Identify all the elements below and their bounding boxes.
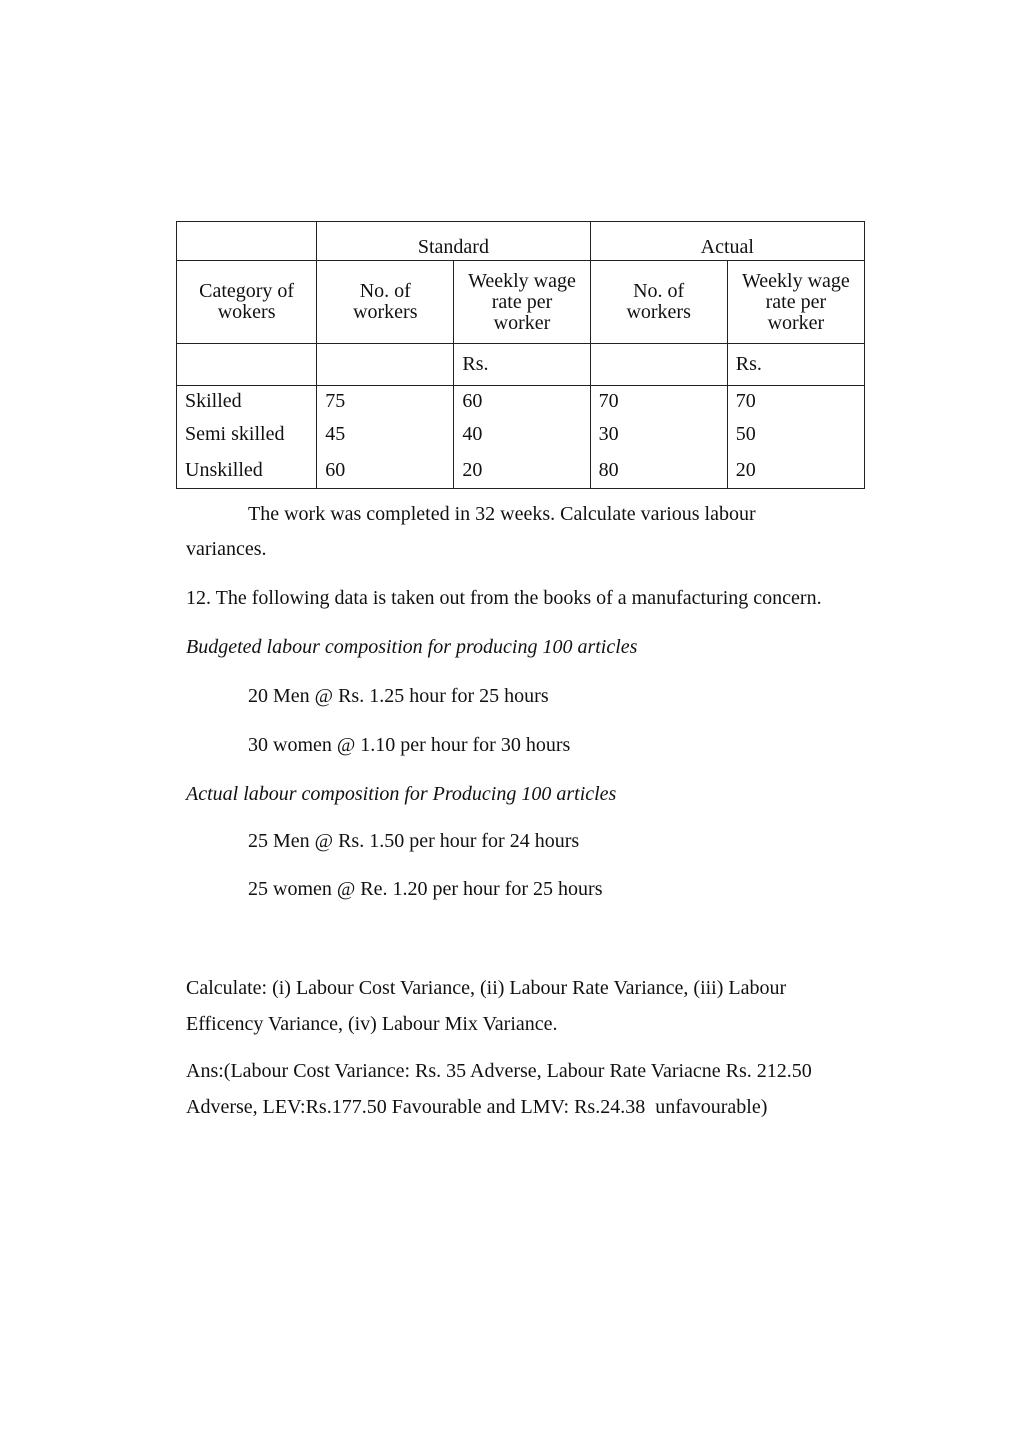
table-row [177, 452, 865, 489]
empty-header-cell [177, 222, 317, 261]
labour-data-table [176, 221, 865, 489]
act-workers-header-line: No. of [633, 280, 685, 302]
act-rate-header [727, 261, 864, 344]
answer-line-cont: Adverse, LEV:Rs.177.50 Favourable and LMV: Rs.24.38 unfavourable) [186, 1096, 768, 1118]
category-cell: Skilled [177, 386, 317, 417]
unit-cell: Rs. [727, 344, 864, 386]
actual-header: Actual [590, 222, 864, 261]
std-rate-header [454, 261, 590, 344]
standard-header: Standard [317, 222, 590, 261]
std-workers-header-line: workers [353, 301, 418, 323]
act-rate-header-line: Weekly wage [741, 269, 850, 292]
act-rate-header-line: rate per [765, 290, 827, 313]
unit-cell: Rs. [454, 344, 590, 386]
calculate-line: Calculate: (i) Labour Cost Variance, (ii) Labour Rate Variance, (iii) Labour [186, 977, 787, 999]
actual-women: 25 women @ Re. 1.20 per hour for 25 hours [248, 878, 603, 900]
act-rate-cell: 20 [727, 452, 864, 489]
act-workers-header-line: workers [626, 301, 691, 323]
std-rate-header-line: rate per [491, 290, 553, 313]
weeks-statement-cont: variances. [186, 538, 267, 560]
actual-heading: Actual labour composition for Producing 100 articles [186, 783, 617, 805]
std-workers-cell: 45 [317, 416, 454, 452]
question-12: 12. The following data is taken out from the books of a manufacturing concern. [186, 587, 822, 609]
column-header-row [177, 261, 865, 344]
std-workers-cell: 75 [317, 386, 454, 417]
std-rate-cell: 20 [454, 452, 590, 489]
unit-cell [317, 344, 454, 386]
table-row [177, 416, 865, 452]
unit-cell [590, 344, 727, 386]
act-rate-header-line: worker [767, 311, 825, 334]
std-workers-cell: 60 [317, 452, 454, 489]
std-workers-header [317, 261, 454, 344]
std-rate-cell: 40 [454, 416, 590, 452]
answer-line: Ans:(Labour Cost Variance: Rs. 35 Adverse, Labour Rate Variacne Rs. 212.50 [186, 1060, 812, 1082]
table-row [177, 386, 865, 417]
act-workers-header [590, 261, 727, 344]
budgeted-heading: Budgeted labour composition for producing 100 articles [186, 636, 638, 658]
act-workers-cell: 70 [590, 386, 727, 417]
category-header [177, 261, 317, 344]
weeks-statement: The work was completed in 32 weeks. Calculate various labour [248, 503, 756, 525]
std-rate-cell: 60 [454, 386, 590, 417]
unit-row [177, 344, 865, 386]
calculate-line-cont: Efficency Variance, (iv) Labour Mix Variance. [186, 1013, 558, 1035]
act-workers-cell: 30 [590, 416, 727, 452]
std-rate-header-line: Weekly wage [468, 269, 576, 292]
act-rate-cell: 50 [727, 416, 864, 452]
actual-men: 25 Men @ Rs. 1.50 per hour for 24 hours [248, 830, 580, 852]
category-cell: Semi skilled [177, 416, 317, 452]
category-header-line: wokers [217, 301, 276, 323]
group-header-row [177, 222, 865, 261]
budgeted-women: 30 women @ 1.10 per hour for 30 hours [248, 734, 571, 756]
act-rate-cell: 70 [727, 386, 864, 417]
budgeted-men: 20 Men @ Rs. 1.25 hour for 25 hours [248, 685, 549, 707]
unit-cell [177, 344, 317, 386]
category-header-line: Category of [199, 280, 295, 302]
std-workers-header-line: No. of [359, 280, 411, 302]
std-rate-header-line: worker [493, 311, 551, 334]
category-cell: Unskilled [177, 452, 317, 489]
act-workers-cell: 80 [590, 452, 727, 489]
